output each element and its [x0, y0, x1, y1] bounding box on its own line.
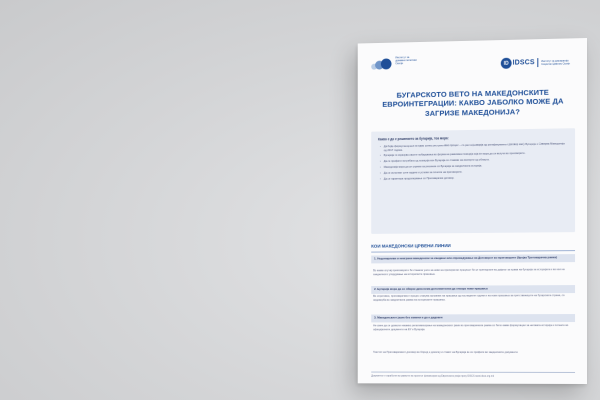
- summary-box: [371, 128, 575, 234]
- subsection-paragraph: Во спротивно, преговарачкиот процес станува заложник на прашања од последните години и на нови прашања за претставниците на бугарската страна, со недоверба во заедничката рамка на историските прашања.: [373, 294, 565, 302]
- idscs-wordmark: IDSCS: [512, 59, 535, 67]
- subsection-heading: 3. Македонскиот јазик без измени и да е дадовен: [371, 314, 575, 322]
- idscs-circle-icon: ID: [501, 58, 512, 69]
- list-item: • Македонија мора да се спреми за решение со Бугарија за заедничката историја.: [380, 163, 567, 169]
- idscs-logo: [501, 56, 575, 69]
- list-item: • Да се исполнат сите задачи и услови за почеток на преговорите.: [380, 169, 567, 175]
- closing-paragraph: Текстот на Преговарачкиот договор во Охрид е доколку и ставот на Бугарија ќе се прифати во заедничките документи.: [373, 350, 519, 354]
- document-page: [358, 38, 587, 384]
- subsection-heading: 2. Бугарија мора да се обврзе дека нема дополнителни да отвора нови прашања: [371, 285, 575, 294]
- section-title: КОИ МАКЕДОНСКИ ЦРВЕНИ ЛИНИИ: [371, 243, 451, 249]
- institute-name: Институт за државни политики Скопје: [395, 56, 417, 66]
- document-title: БУГАРСКОТО ВЕТО НА МАКЕДОНСКИТЕ ЕВРОИНТЕГРАЦИИ: КАКВО ЈАБОЛКО МОЖЕ ДА ЗАГРИЗЕ МАКЕДОНИЈА?: [382, 87, 564, 118]
- subsection-paragraph: Во какво случај превговорите би станале уште на ниво на препирки во процесот би се претвориле во дијалог за права на бугарија за историјата и во кои на заедничкото утврдување на историските прашања.: [373, 268, 565, 276]
- footer-divider: [371, 372, 575, 373]
- logo-divider: [538, 58, 539, 67]
- list-item: • Да биде формуланирано со едно силно рестриктивно процес – со растификација од ратификуваниот договор меѓу Бугарија и Северна Македонија од 2017 година.: [380, 142, 567, 152]
- summary-bullets: [380, 142, 567, 183]
- document-footer: Документот е изработен во рамките на проектот финансиран од Европската унија преку IDSCS www.idscs.org.mk: [371, 374, 494, 378]
- dots-logo-icon: [371, 56, 390, 74]
- list-item: • Да се гарантира продолжување со Преговарачки договор.: [380, 175, 567, 181]
- subsection-paragraph: Не смее да се дозволи никакво релативизирање на македонскиот јазик во преговарачката рамка со било какви формулации за неговата историја и потекло во официјалните документи на ЕУ и Бугарија.: [373, 324, 569, 332]
- idscs-subtitle: Институт за демократија Социетас Цивилис Скопје: [541, 58, 570, 66]
- document-header: [371, 52, 575, 80]
- list-item: • Да се прифати потребата од позиција кон Бугарија со ставови на експерти од областа.: [380, 157, 567, 163]
- subsection-heading: 1. Недопирливи и неиграни македонски за сведени или спроведување на Договорот во преговорите (бројка Треговарачка рамка): [371, 254, 575, 263]
- institute-logo: [371, 56, 418, 75]
- summary-heading: Какво е до е решението за бугарија, тоа мора:: [377, 136, 449, 142]
- section-divider: [371, 250, 575, 252]
- list-item: • Бугарија ги изразува своите побарувања во форма на рамковна позиција која ќе мора да се вклучи во преговорите.: [380, 152, 567, 158]
